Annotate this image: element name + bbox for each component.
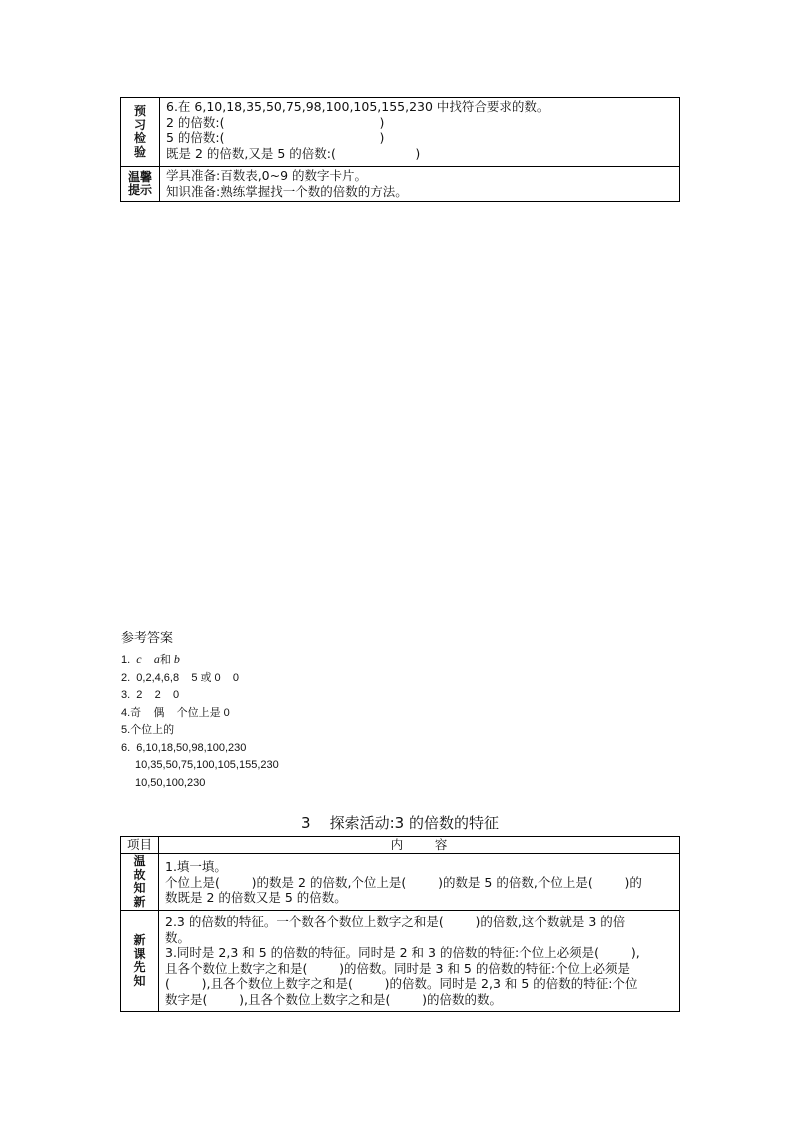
answer-var-c: c [136,652,142,666]
label-char: 习 [133,117,146,132]
answer-line [121,651,279,670]
label-char: 验 [133,144,146,159]
header-item [121,837,159,854]
preview-check-label [121,98,160,167]
section-title: 3 探索活动:3 的倍数的特征 [301,814,499,832]
answer-and: 和 [159,654,171,666]
answer-key [121,627,279,792]
answer-line: 2. 0,2,4,6,8 5 或 0 0 [121,671,240,684]
fill-in-line: 个位上是( )的数是 2 的倍数,个位上是( )的数是 5 的倍数,个位上是( )的 [165,874,642,890]
preview-table [120,97,680,202]
label-char: 故 [133,867,146,882]
answer-line: 10,35,50,75,100,105,155,230 [135,759,279,771]
label-text: 提示 [127,183,152,197]
fill-in-heading: 1.填一填。 [165,859,227,874]
knowledge-prep-line: 知识准备:熟练掌握找一个数的倍数的方法。 [166,183,408,199]
question-6-line: 6.在 6,10,18,35,50,75,98,100,105,155,230 中找符合要求的数。 [166,99,550,114]
tips-content [160,167,680,202]
label-char: 温 [133,854,146,868]
fill-in-line: 数既是 2 的倍数又是 5 的倍数。 [165,890,347,905]
multiples-of-2-line: 2 的倍数:( ) [166,114,385,130]
lesson-table [120,836,680,1012]
tips-label [121,167,160,202]
label-char: 先 [133,960,146,974]
label-char: 知 [133,973,146,988]
new-lesson-content [159,911,680,1012]
lesson-line: 且各个数位上数字之和是( )的倍数。同时是 3 和 5 的倍数的特征:个位上必须是 [165,960,631,976]
review-content [159,854,680,911]
lesson-line: 3.同时是 2,3 和 5 的倍数的特征。同时是 2 和 3 的倍数的特征:个位上必须是( ), [165,945,640,960]
multiples-of-5-line: 5 的倍数:( ) [166,130,385,145]
answer-key-title: 参考答案 [121,631,174,646]
multiples-of-2-and-5-line: 既是 2 的倍数,又是 5 的倍数:( ) [166,145,421,161]
lesson-line: 数。 [165,929,191,945]
review-row [121,854,680,911]
answer-var-a: a [153,652,160,666]
label-char: 知 [133,881,146,895]
answer-line: 5.个位上的 [121,724,175,736]
header-content [159,837,680,854]
answer-line: 3. 2 2 0 [121,689,180,701]
label-text: 温馨 [127,169,152,184]
label-char: 新 [133,933,146,947]
new-lesson-label [121,911,159,1012]
answer-line: 10,50,100,230 [135,776,206,789]
label-char: 课 [133,946,146,961]
preview-check-row [121,98,680,167]
header-item-text: 项目 [126,837,152,852]
answer-var-b: b [173,652,180,666]
header-content-text: 内 容 [390,837,448,852]
label-char: 预 [133,104,146,118]
tools-prep-line: 学具准备:百数表,0~9 的数字卡片。 [166,168,368,183]
lesson-line: 数字是( ),且各个数位上数字之和是( )的倍数的数。 [165,991,503,1007]
answer-line: 4.奇 偶 个位上是 0 [121,706,230,719]
lesson-line: 2.3 的倍数的特征。一个数各个数位上数字之和是( )的倍数,这个数就是 3 的倍 [165,914,626,929]
table-header-row [121,837,680,854]
new-lesson-row [121,911,680,1012]
label-char: 新 [133,894,146,909]
answer-number: 1. [121,654,137,666]
lesson-line: ( ),且各个数位上数字之和是( )的倍数。同时是 2,3 和 5 的倍数的特征:个位 [165,976,638,991]
tips-row [121,167,680,202]
label-char: 检 [133,131,146,145]
answer-line: 6. 6,10,18,50,98,100,230 [121,741,247,754]
review-label [121,854,159,911]
preview-check-content [160,98,680,167]
